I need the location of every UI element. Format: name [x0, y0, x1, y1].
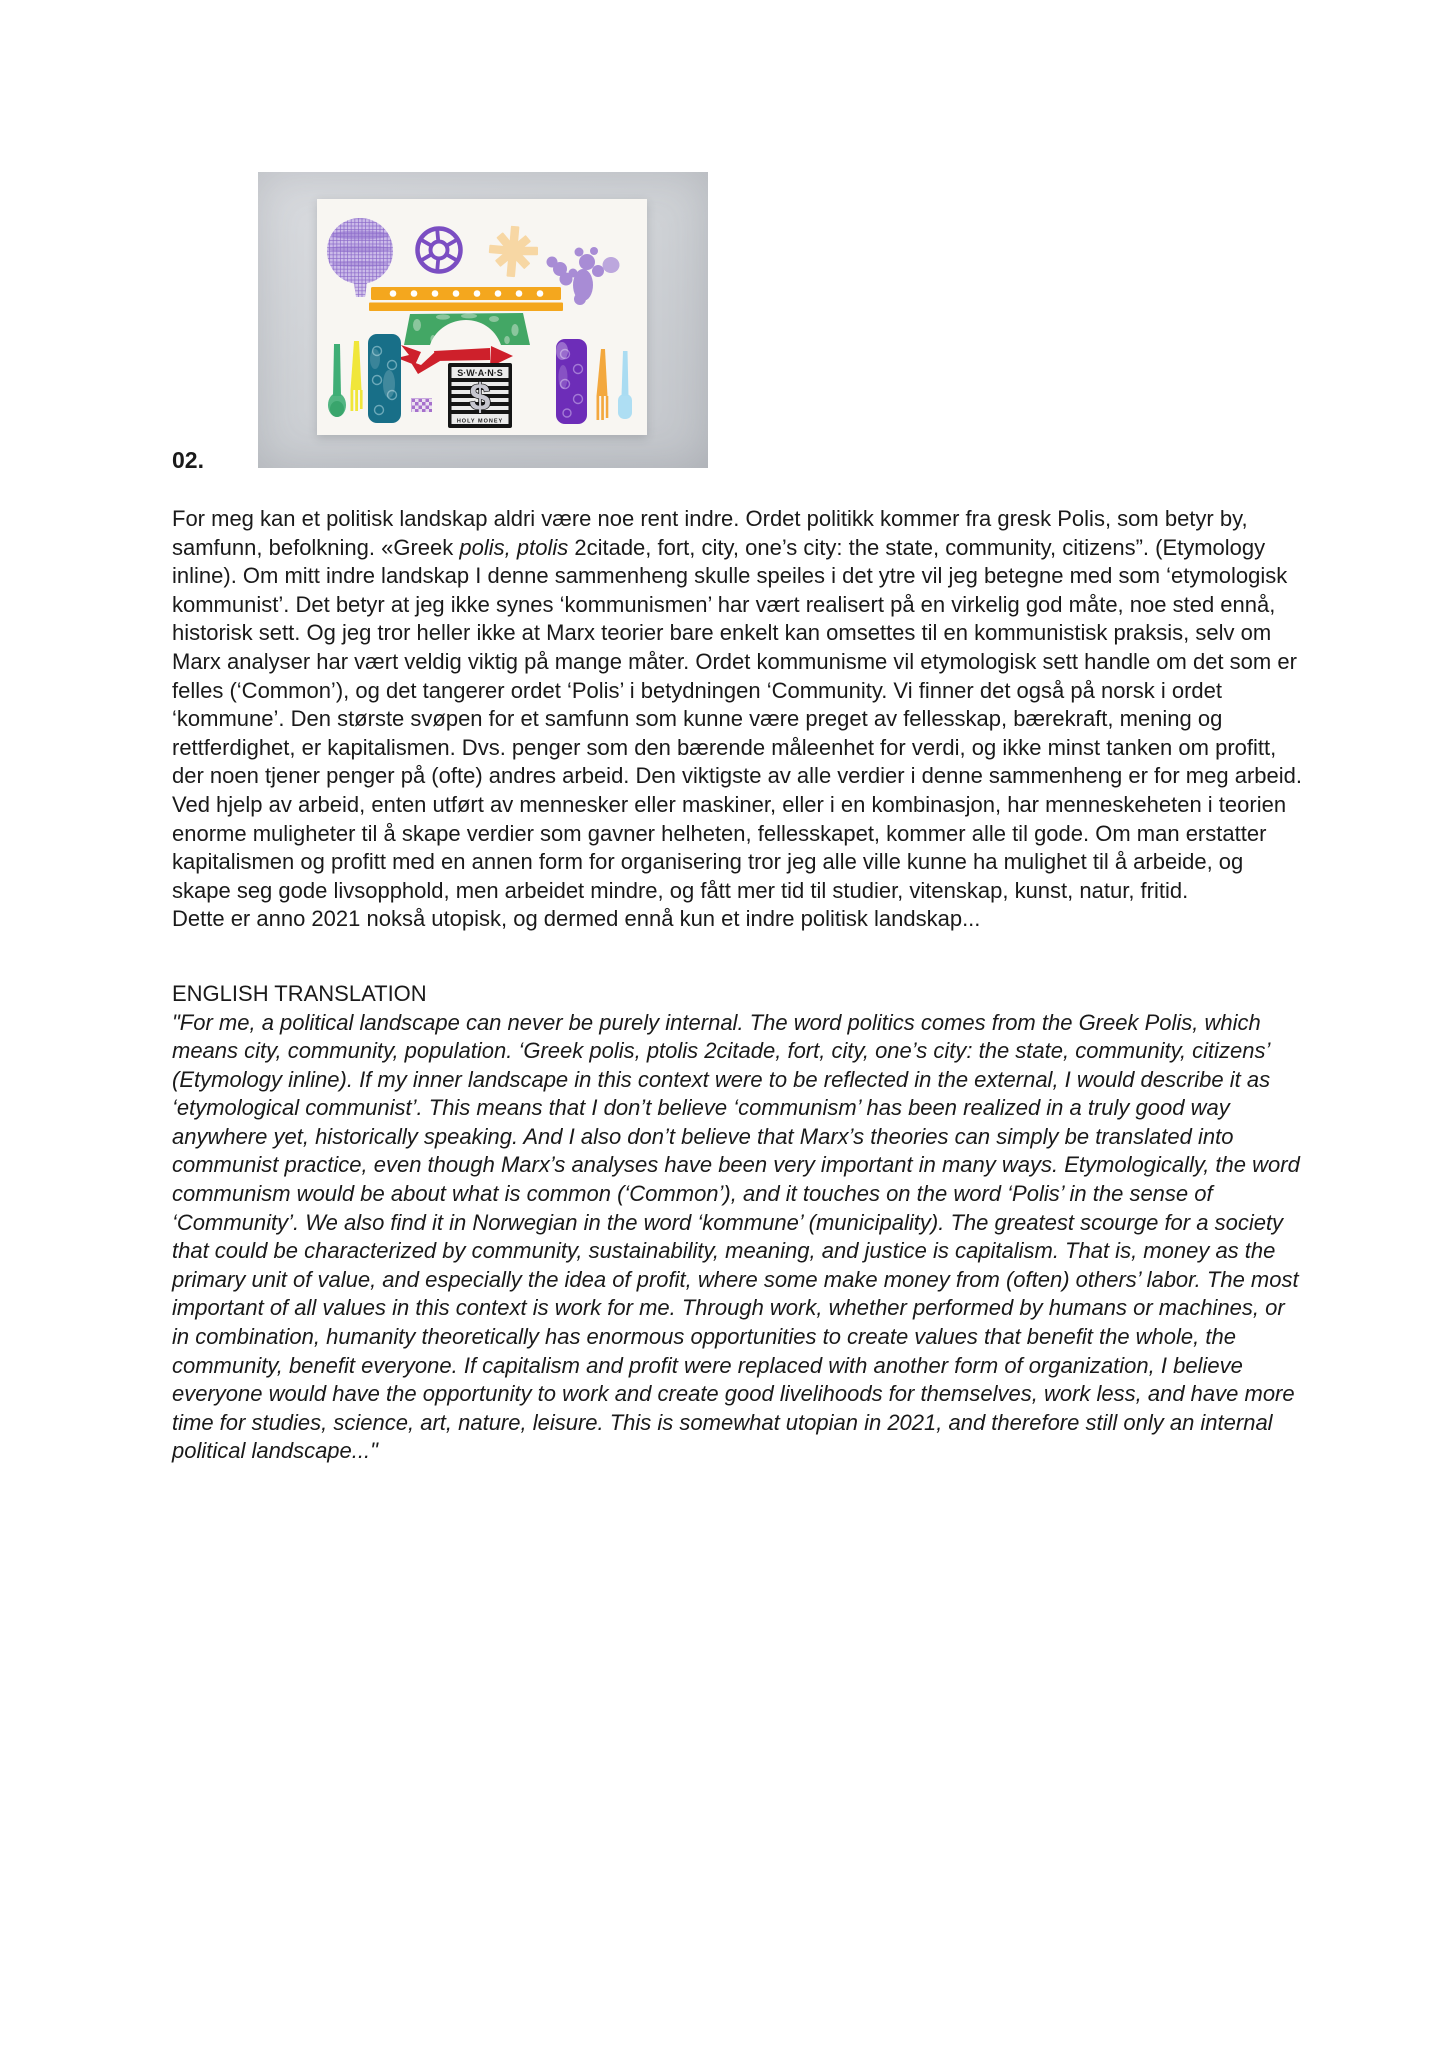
teal-brick-icon	[368, 334, 401, 423]
artwork-collage	[317, 199, 647, 435]
swans-sign	[448, 363, 512, 428]
green-arch-icon	[404, 313, 530, 345]
orange-fork-icon	[597, 349, 609, 420]
checker-flag-icon	[411, 398, 432, 412]
purple-brick-icon	[556, 339, 587, 424]
norwegian-closing-line: Dette er anno 2021 nokså utopisk, og dermed ennå kun et indre politisk landskap...	[172, 906, 981, 932]
wheel-icon	[418, 229, 461, 272]
english-translation-paragraph: "For me, a political landscape can never be purely internal. The word politics comes from the Greek Polis, which means city, community, population. ‘Greek polis, ptolis 2citade, fort, city, one’s city: the state, community, citizens’ (Etymology inline). If my inner landscape in this context were to be reflected in the external, I would describe it as ‘etymological communist’. This means that I don’t believe ‘communism’ has been realized in a truly good way anywhere yet, historically speaking. And I also don’t believe that Marx’s theories can simply be translated into communist practice, even though Marx’s analyses have been very important in many ways. Etymologically, the word communism would be about what is common (‘Common’), and it touches on the word ‘Polis’ in the sense of ‘Community’. We also find it in Norwegian in the word ‘kommune’ (municipality). The greatest scourge for a society that could be characterized by community, sustainability, meaning, and justice is capitalism. That is, money as the primary unit of value, and especially the idea of profit, where some make money from (often) others’ labor. The most important of all values in this context is work for me. Through work, whether performed by humans or machines, or in combination, humanity theoretically has enormous opportunities to create values that benefit the whole, the community, benefit everyone. If capitalism and profit were replaced with another form of organization, I believe everyone would have the opportunity to work and create good livelihoods for themselves, work less, and have more time for studies, science, art, nature, leisure. This is somewhat utopian in 2021, and therefore still only an internal political landscape..."	[172, 1009, 1300, 1464]
hot-air-balloon-icon	[327, 218, 393, 297]
sign-title-text: S·W·A·N·S	[457, 368, 503, 378]
text-column	[172, 505, 1304, 1466]
sun-icon	[489, 226, 538, 278]
green-spoon-icon	[328, 344, 346, 417]
norwegian-text-body: 2citade, fort, city, one’s city: the state, community, citizens”. (Etymology inline). Om mitt indre landskap I denne sammenheng skulle speiles i det ytre vil jeg betegne med som ‘etymologisk kommunist’. Det betyr at jeg ikke synes ‘kommunismen’ har vært realisert på en virkelig god måte, noe sted ennå, historisk sett. Og jeg tror heller ikke at Marx teorier bare enkelt kan omsettes til en kommunistisk praksis, selv om Marx analyser har vært veldig viktig på mange måter. Ordet kommunisme vil etymologisk sett handle om det som er felles (‘Common’), og det tangerer ordet ‘Polis’ i betydningen ‘Community. Vi finner det også på norsk i ordet ‘kommune’. Den største svøpen for et samfunn som kunne være preget av fellesskap, bærekraft, mening og rettferdighet, er kapitalismen. Dvs. penger som den bærende måleenhet for verdi, og ikke minst tanken om profitt, der noen tjener penger på (ofte) andres arbeid. Den viktigste av alle verdier i denne sammenheng er for meg arbeid. Ved hjelp av arbeid, enten utført av mennesker eller maskiner, eller i en kombinasjon, har menneskeheten i teorien enorme muligheter til å skape verdier som gavner helheten, fellesskapet, kommer alle til gode. Om man erstatter kapitalismen og profitt med en annen form for organisering tror jeg alle ville kunne ha mulighet til å arbeide, og skape seg gode livsopphold, men arbeidet mindre, og fått mer tid til studier, vitenskap, kunst, natur, fritid.	[172, 534, 1302, 903]
artwork-photo	[258, 172, 708, 468]
norwegian-text-lead: For meg kan et politisk landskap aldri være noe rent indre. Ordet politikk kommer fra gresk Polis, som betyr by, samfunn, befolkning. «Greek	[172, 506, 1248, 560]
artwork-paper	[317, 199, 647, 435]
yellow-fork-icon	[351, 341, 363, 411]
dollar-sign-text: $	[469, 377, 491, 419]
banner-bar-icon	[369, 287, 563, 311]
translation-heading: ENGLISH TRANSLATION	[172, 980, 427, 1006]
norwegian-italic-terms: polis, ptolis	[459, 534, 569, 560]
blue-spoon-icon	[618, 351, 632, 419]
figure-label: 02.	[172, 447, 204, 473]
norwegian-paragraph	[172, 505, 1304, 934]
sign-subtitle-text: HOLY MONEY	[456, 418, 504, 425]
